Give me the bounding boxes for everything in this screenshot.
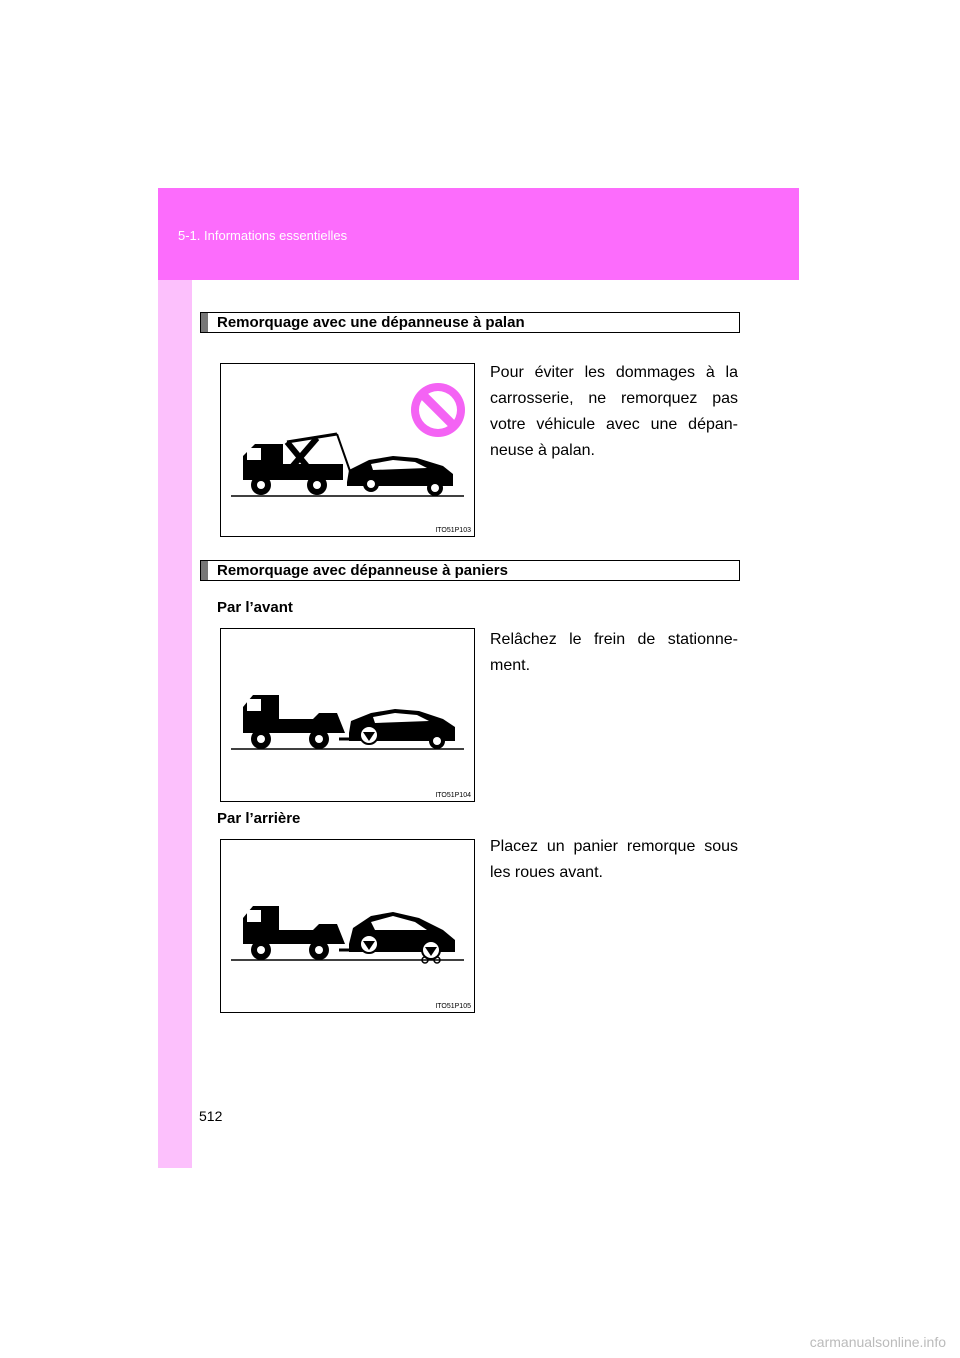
figure-wheel-lift-tow	[220, 363, 475, 537]
wheel-lift-paragraph: Pour éviter les dommages à la carrosserie, ne remorquez pas votre véhicule avec une dépan-neuse à palan.	[490, 364, 738, 459]
section-title: Remorquage avec une dépanneuse à palan	[217, 314, 525, 331]
section-accent	[201, 561, 208, 580]
section-header-dollies	[200, 560, 740, 581]
section-title: Remorquage avec dépanneuse à paniers	[217, 562, 508, 579]
car-icon	[349, 912, 455, 963]
subheading-front: Par l’avant	[217, 599, 293, 616]
subheading-rear: Par l’arrière	[217, 810, 301, 827]
car-icon	[349, 709, 455, 749]
page-number: 512	[199, 1108, 223, 1124]
front-paragraph: Relâchez le frein de stationne-ment.	[490, 631, 738, 674]
figure-code: ITO51P105	[435, 1003, 471, 1010]
figure-code: ITO51P103	[435, 527, 471, 534]
rear-paragraph: Placez un panier remorque sous les roues avant.	[490, 838, 738, 881]
car-icon	[347, 456, 453, 496]
watermark: carmanualsonline.info	[809, 1334, 946, 1350]
side-band	[158, 188, 192, 1168]
figure-rear-tow	[220, 839, 475, 1013]
section-accent	[201, 313, 208, 332]
figure-front-tow	[220, 628, 475, 802]
prohibited-icon	[411, 383, 465, 437]
figure-code: ITO51P104	[435, 792, 471, 799]
tow-truck-icon	[243, 434, 351, 495]
section-header-wheel-lift	[200, 312, 740, 333]
breadcrumb: 5-1. Informations essentielles	[178, 228, 348, 243]
